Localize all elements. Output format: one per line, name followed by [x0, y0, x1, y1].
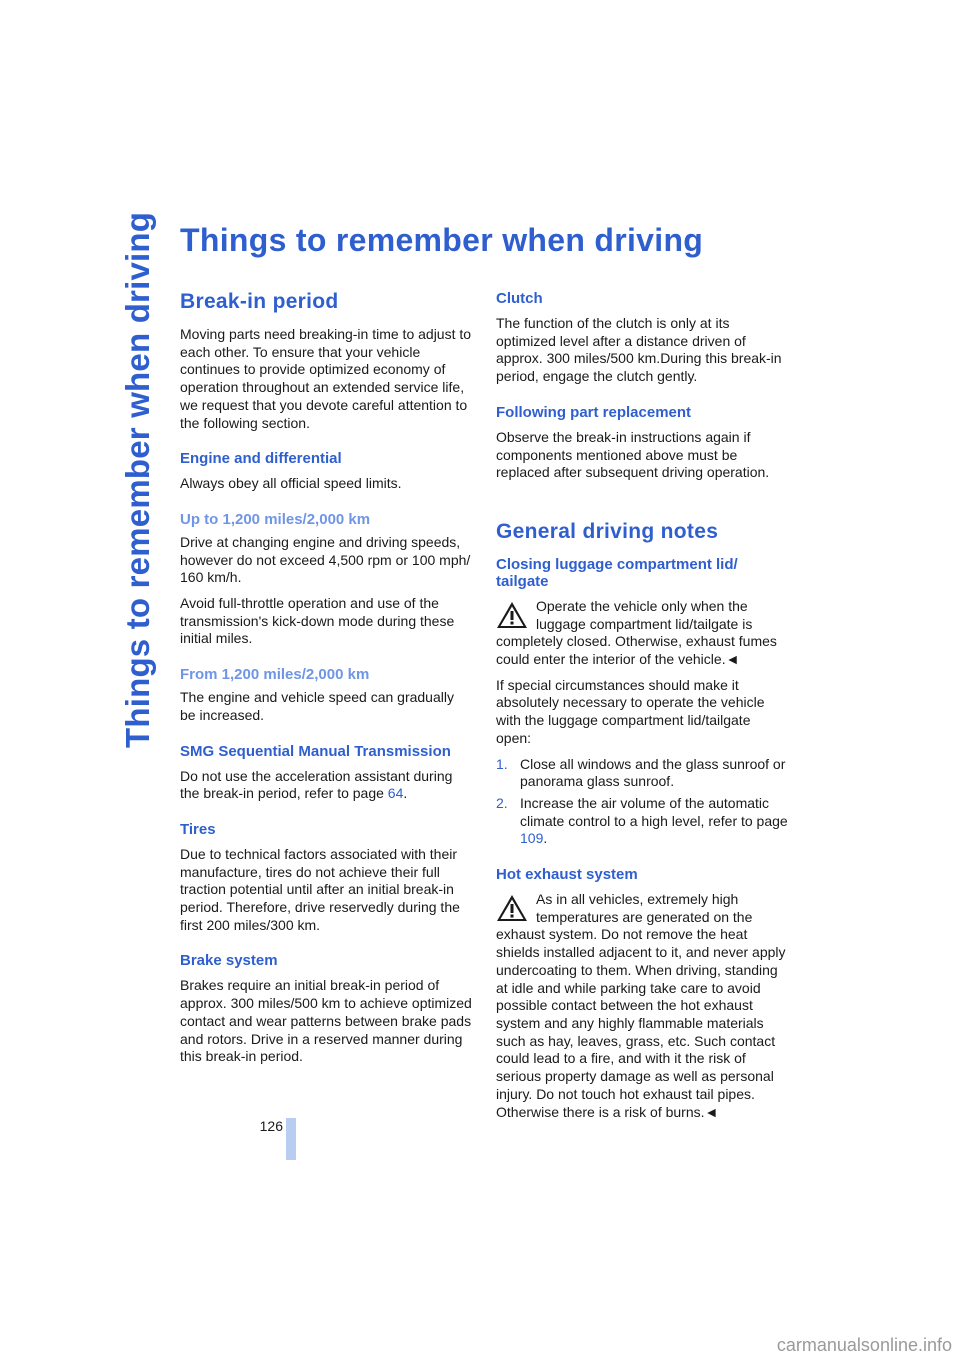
up-to-text-1: Drive at changing engine and driving speeds, however do not exceed 4,500 rpm or 100 mph/ 160 km/h. [180, 533, 471, 586]
smg-text: Do not use the acceleration assistant during the break-in period, refer to page 64. [180, 767, 453, 802]
side-chapter-title [118, 211, 158, 748]
warning-triangle-icon [496, 600, 528, 630]
tires-heading: Tires [180, 820, 216, 838]
page-link-64[interactable]: 64 [387, 785, 404, 802]
engine-heading: Engine and differential [180, 450, 342, 468]
breakin-text: Moving parts need breaking-in time to adjust to each other. To ensure that your vehicle continues to provide optimized economy of operation throughout an extended service life, we request that you devote careful attention to the following section. [180, 326, 472, 431]
engine-text: Always obey all official speed limits. [180, 475, 402, 492]
brake-text: Brakes require an initial break-in period of approx. 300 miles/500 km to achieve optimized contact and wear patterns between brake pads and rotors. Drive in a reserved manner during this break-in period. [180, 977, 472, 1065]
page-title: Things to remember when driving [180, 222, 704, 258]
page-link-109[interactable]: 109 [520, 830, 544, 847]
watermark: carmanualsonline.info [776, 1335, 952, 1355]
warning-triangle-icon [496, 893, 528, 923]
exhaust-warning-text: As in all vehicles, extremely high temperatures are generated on the exhaust system. Do not remove the heat shields installed adjacent to it, and never apply undercoating to them. When driving, standing at idle and while parking take care to avoid possible contact between the hot exhaust system and any highly flammable materials such as hay, leaves, grass, etc. Such contact could lead to a fire, and with it the risk of serious property damage as well as personal injury. Do not touch hot exhaust tail pipes. Otherwise there is a risk of burns.◄ [496, 891, 786, 1120]
clutch-heading: Clutch [496, 290, 543, 307]
exhaust-warning [496, 891, 788, 1121]
breakin-heading: Break-in period [180, 290, 339, 313]
tires-text: Due to technical factors associated with their manufacture, tires do not achieve their full traction potential until after an initial break-in period. Therefore, drive reservedly during the first 200 miles/300 km. [180, 845, 460, 933]
luggage-warning-text: Operate the vehicle only when the luggage compartment lid/tailgate is completely closed. Otherwise, exhaust fumes could enter the interior of the vehicle.◄ [496, 597, 777, 668]
up-to-text-2: Avoid full-throttle operation and use of the transmission's kick-down mode during these initial miles. [180, 595, 455, 647]
clutch-text: The function of the clutch is only at its optimized level after a distance driven of approx. 300 miles/500 km.During this break-in period, engage the clutch gently. [496, 315, 782, 385]
up-to-heading: Up to 1,200 miles/2,000 km [180, 510, 371, 528]
from-text: The engine and vehicle speed can gradually be increased. [180, 689, 454, 723]
part-replacement-text: Observe the break-in instructions again if components mentioned above must be replaced after subsequent driving operation. [496, 428, 770, 481]
luggage-heading: Closing luggage compartment lid/ tailgate [496, 555, 738, 590]
list-item: 1. Close all windows and the glass sunroof or panorama glass sunroof. [496, 755, 786, 790]
page-number-bar [286, 1118, 296, 1160]
page-number: 126 [259, 1118, 283, 1134]
list-item: 2. Increase the air volume of the automatic climate control to a high level, refer to page 109. [496, 794, 788, 847]
luggage-text: If special circumstances should make it absolutely necessary to operate the vehicle with the luggage compartment lid/tailgate open: [496, 676, 765, 746]
from-heading: From 1,200 miles/2,000 km [180, 666, 370, 684]
brake-heading: Brake system [180, 952, 278, 970]
exhaust-heading: Hot exhaust system [496, 866, 638, 884]
right-column [496, 290, 788, 1129]
luggage-steps [496, 756, 788, 849]
part-replacement-heading: Following part replacement [496, 403, 692, 421]
smg-heading: SMG Sequential Manual Transmission [180, 742, 451, 760]
luggage-warning [496, 598, 788, 669]
general-driving-heading: General driving notes [496, 519, 719, 543]
left-column [180, 290, 472, 1074]
side-chapter-title-text: Things to remember when driving [119, 211, 156, 748]
